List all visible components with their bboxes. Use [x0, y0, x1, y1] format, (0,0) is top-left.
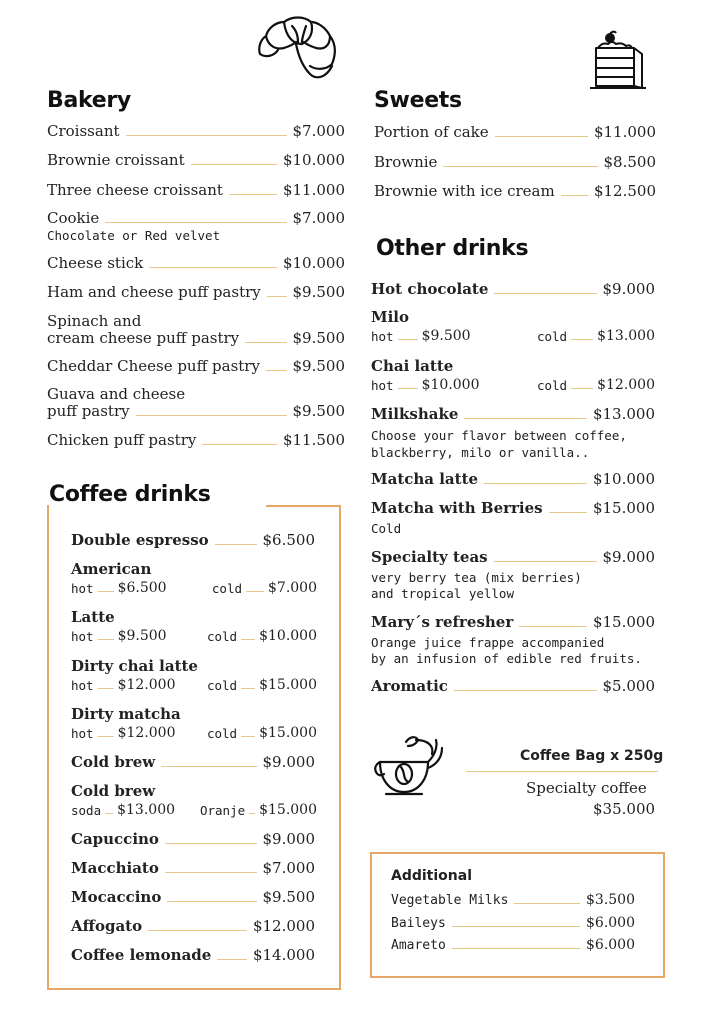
item-price: $7.000 — [292, 209, 345, 227]
item-price: $9.000 — [602, 548, 655, 566]
item-price: $12.000 — [252, 917, 315, 935]
item-name: Milkshake — [371, 405, 459, 423]
item-name: Hot chocolate — [371, 280, 489, 298]
american-options — [71, 580, 317, 596]
cold-label: cold — [536, 378, 568, 393]
soda-label: soda — [71, 803, 102, 818]
bakery-title: Bakery — [47, 88, 131, 113]
item-price: $8.500 — [603, 153, 656, 171]
additional-title: Additional — [391, 868, 472, 884]
item-name: Cheese stick — [47, 254, 144, 272]
item-price: $12.500 — [593, 182, 656, 200]
hot-label: hot — [371, 329, 394, 344]
coffee-item-macchiato — [71, 859, 315, 877]
coffee-item-double-espresso — [71, 531, 315, 549]
item-price: $9.500 — [262, 888, 315, 906]
item-name: Chicken puff pastry — [47, 431, 197, 449]
item-price: $10.000 — [592, 470, 655, 488]
item-price: $6.500 — [262, 531, 315, 549]
item-name: Brownie croissant — [47, 151, 185, 169]
cold-brew-options — [71, 802, 317, 818]
coffee-item-capuccino — [71, 830, 315, 848]
item-price: $9.500 — [292, 283, 345, 301]
item-price: $9.000 — [262, 753, 315, 771]
coffee-item-cold-brew — [71, 753, 315, 771]
item-name: Specialty teas — [371, 548, 488, 566]
soda-price: $13.000 — [117, 802, 176, 818]
bakery-item-cheddar — [47, 357, 345, 375]
other-item-matcha-berries — [371, 499, 655, 517]
dirty-matcha-name: Dirty matcha — [71, 705, 181, 723]
croissant-icon — [254, 14, 338, 82]
coffee-item-mocaccino — [71, 888, 315, 906]
american-name: American — [71, 560, 152, 578]
item-name: Brownie — [374, 153, 438, 171]
item-name: Aromatic — [371, 677, 448, 695]
coffee-bag-price: $35.000 — [593, 800, 656, 818]
item-name-line1: Spinach and — [47, 312, 142, 330]
item-price: $11.000 — [282, 181, 345, 199]
milkshake-note-1: Choose your flavor between coffee, — [371, 428, 627, 443]
item-name: Matcha with Berries — [371, 499, 543, 517]
hot-label: hot — [71, 581, 94, 596]
teas-note-1: very berry tea (mix berries) — [371, 570, 582, 585]
item-price: $14.000 — [252, 946, 315, 964]
hot-label: hot — [71, 629, 94, 644]
item-name: Cold brew — [71, 753, 156, 771]
item-price: $9.500 — [292, 329, 345, 347]
cold-price: $13.000 — [597, 328, 655, 344]
item-price: $13.000 — [592, 405, 655, 423]
coffee-box-left-line — [47, 515, 49, 990]
cold-price: $12.000 — [597, 377, 655, 393]
item-price: $3.500 — [586, 892, 635, 908]
marys-note-2: by an infusion of edible red fruits. — [371, 651, 642, 666]
bakery-item-spinach — [47, 329, 345, 347]
item-price: $7.000 — [292, 122, 345, 140]
item-name: Macchiato — [71, 859, 159, 877]
item-price: $5.000 — [602, 677, 655, 695]
matcha-berries-note: Cold — [371, 521, 402, 536]
cold-label: cold — [206, 629, 238, 644]
dirty-chai-options — [71, 677, 317, 693]
item-price: $9.000 — [602, 280, 655, 298]
oranje-price: $15.000 — [259, 802, 317, 818]
latte-name: Latte — [71, 608, 115, 626]
bakery-item-chicken — [47, 431, 345, 449]
teas-note-2: and tropical yellow — [371, 586, 514, 601]
item-price: $9.500 — [292, 357, 345, 375]
oranje-label: Oranje — [199, 803, 246, 818]
item-note: Chocolate or Red velvet — [47, 228, 221, 243]
item-name: Mary´s refresher — [371, 613, 514, 631]
chai-options — [371, 377, 655, 393]
item-name: Cheddar Cheese puff pastry — [47, 357, 260, 375]
cold-price: $7.000 — [268, 580, 317, 596]
item-name: Amareto — [391, 938, 446, 953]
cold-price: $10.000 — [259, 628, 317, 644]
additional-item — [391, 892, 635, 908]
item-name: Coffee lemonade — [71, 946, 212, 964]
hot-price: $6.500 — [117, 580, 167, 596]
bakery-item-ham-cheese — [47, 283, 345, 301]
hot-price: $12.000 — [117, 725, 176, 741]
marys-note-1: Orange juice frappe accompanied — [371, 635, 605, 650]
other-item-hot-chocolate — [371, 280, 655, 298]
other-item-specialty-teas — [371, 548, 655, 566]
item-name: cream cheese puff pastry — [47, 329, 240, 347]
bakery-item-cheese-stick — [47, 254, 345, 272]
cake-icon — [586, 30, 650, 94]
coffee-bag-subtitle: Specialty coffee — [526, 779, 647, 797]
dirty-chai-name: Dirty chai latte — [71, 657, 198, 675]
other-drinks-title: Other drinks — [376, 236, 529, 261]
coffee-item-lemonade — [71, 946, 315, 964]
hot-label: hot — [71, 678, 94, 693]
item-name: Croissant — [47, 122, 120, 140]
milo-name: Milo — [371, 308, 410, 326]
coffee-cup-icon — [372, 734, 450, 804]
other-item-aromatic — [371, 677, 655, 695]
milkshake-note-2: blackberry, milo or vanilla.. — [371, 445, 590, 460]
cold-label: cold — [206, 678, 238, 693]
cold-price: $15.000 — [259, 725, 317, 741]
item-name: Double espresso — [71, 531, 209, 549]
cold-label: cold — [536, 329, 568, 344]
item-name: Cookie — [47, 209, 100, 227]
cold-label: cold — [206, 726, 238, 741]
bakery-item-three-cheese — [47, 181, 345, 199]
item-price: $10.000 — [282, 151, 345, 169]
cold-brew-2-name: Cold brew — [71, 782, 156, 800]
dirty-matcha-options — [71, 725, 317, 741]
sweets-title: Sweets — [374, 88, 462, 113]
item-name: Baileys — [391, 916, 446, 931]
item-name: Vegetable Milks — [391, 893, 509, 908]
hot-price: $9.500 — [117, 628, 167, 644]
item-price: $11.500 — [282, 431, 345, 449]
hot-label: hot — [371, 378, 394, 393]
item-price: $9.000 — [262, 830, 315, 848]
item-name: Matcha latte — [371, 470, 479, 488]
item-name: Affogato — [71, 917, 143, 935]
item-name-line1: Guava and cheese — [47, 385, 186, 403]
coffee-box-top-line — [266, 505, 341, 507]
hot-price: $10.000 — [421, 377, 480, 393]
chai-latte-name: Chai latte — [371, 357, 454, 375]
item-price: $9.500 — [292, 402, 345, 420]
sweets-item-brownie — [374, 153, 656, 171]
coffee-bag-title: Coffee Bag x 250g — [520, 748, 664, 764]
bakery-item-brownie-croissant — [47, 151, 345, 169]
sweets-item-cake — [374, 123, 656, 141]
item-price: $15.000 — [592, 499, 655, 517]
bakery-item-cookie — [47, 209, 345, 227]
item-price: $15.000 — [592, 613, 655, 631]
item-name: Mocaccino — [71, 888, 162, 906]
item-name: Capuccino — [71, 830, 159, 848]
coffee-item-affogato — [71, 917, 315, 935]
item-price: $11.000 — [593, 123, 656, 141]
cold-price: $15.000 — [259, 677, 317, 693]
other-item-matcha-latte — [371, 470, 655, 488]
cold-label: cold — [211, 581, 242, 596]
other-item-milkshake — [371, 405, 655, 423]
item-name: Brownie with ice cream — [374, 182, 555, 200]
hot-price: $12.000 — [117, 677, 176, 693]
item-name: Ham and cheese puff pastry — [47, 283, 261, 301]
additional-item — [391, 937, 635, 953]
item-price: $7.000 — [262, 859, 315, 877]
milo-options — [371, 328, 655, 344]
item-price: $6.000 — [586, 937, 635, 953]
coffee-bag-rule — [466, 771, 658, 772]
bakery-item-croissant — [47, 122, 345, 140]
hot-label: hot — [71, 726, 94, 741]
latte-options — [71, 628, 317, 644]
additional-item — [391, 915, 635, 931]
item-name: Portion of cake — [374, 123, 489, 141]
item-price: $10.000 — [282, 254, 345, 272]
item-name: Three cheese croissant — [47, 181, 223, 199]
item-price: $6.000 — [586, 915, 635, 931]
other-item-marys — [371, 613, 655, 631]
coffee-drinks-title: Coffee drinks — [49, 482, 211, 507]
sweets-item-brownie-ice — [374, 182, 656, 200]
bakery-item-guava — [47, 402, 345, 420]
item-name: puff pastry — [47, 402, 130, 420]
hot-price: $9.500 — [421, 328, 471, 344]
